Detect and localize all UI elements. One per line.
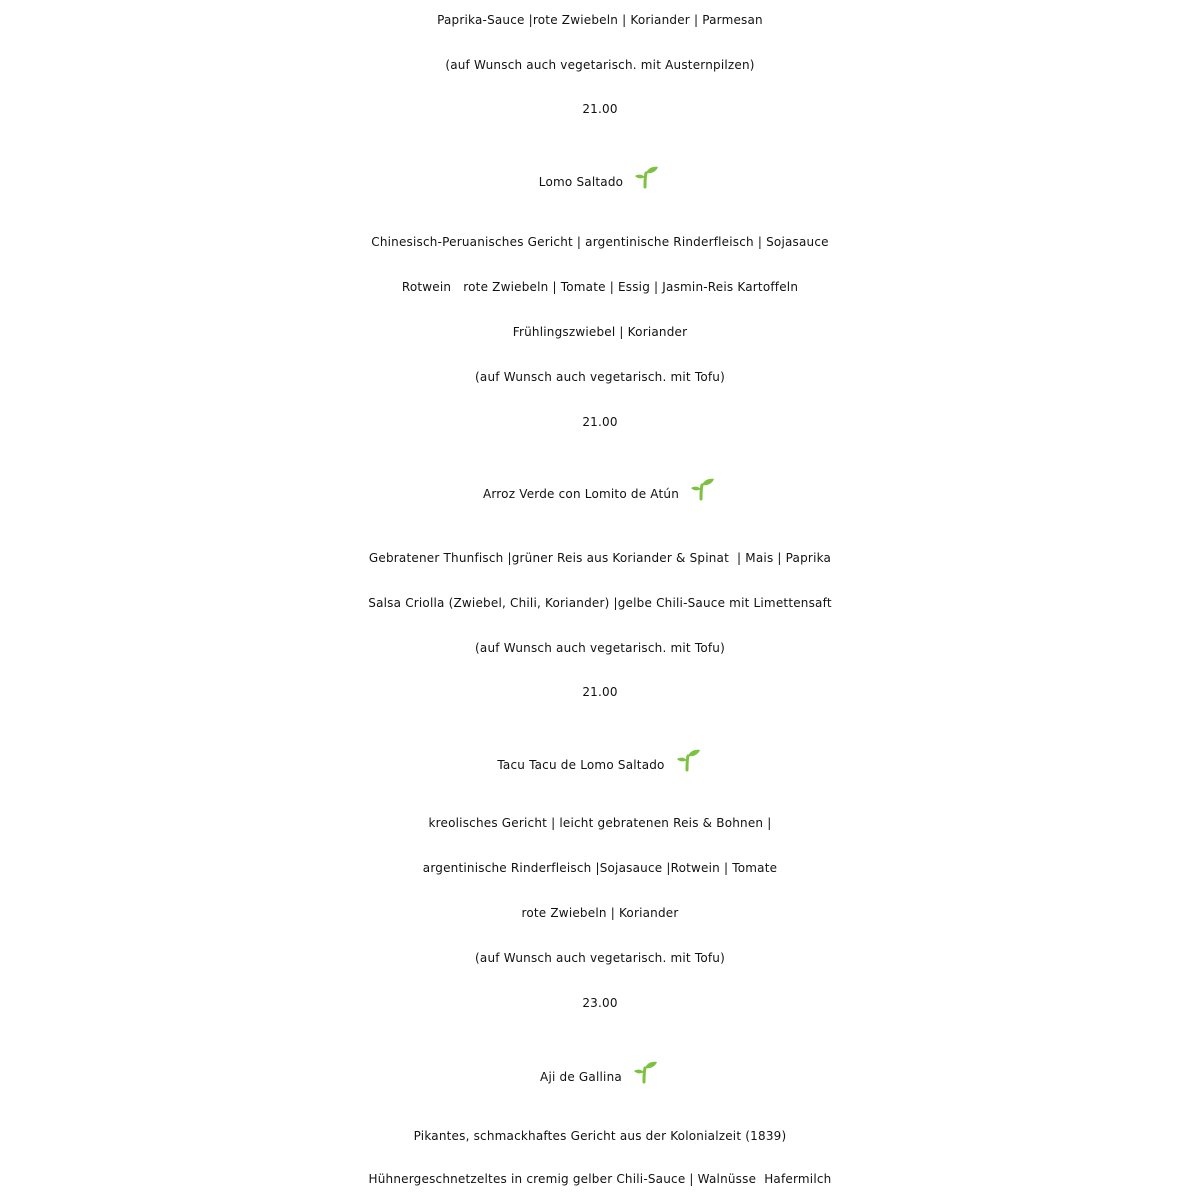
menu-item-description-line: kreolisches Gericht | leicht gebratenen Reis & Bohnen | [428,816,772,830]
menu-item-description-line: argentinische Rinderfleisch |Sojasauce |Rotwein | Tomate [422,861,778,875]
menu-item-note: (auf Wunsch auch vegetarisch. mit Tofu) [475,641,725,655]
menu-item-name: Tacu Tacu de Lomo Saltado [497,758,665,772]
menu-item-name: Lomo Saltado [538,175,624,189]
sprout-icon [673,744,703,774]
menu-item-description-line: rote Zwiebeln | Koriander [521,906,679,920]
sprout-icon [687,473,717,503]
sprout-icon [630,1056,660,1086]
menu-item-title [0,1053,1200,1101]
menu-item-description-line: Frühlingszwiebel | Koriander [512,325,688,339]
menu-item-note: (auf Wunsch auch vegetarisch. mit Tofu) [475,951,725,965]
menu-item-title [0,470,1200,518]
menu-item-note: (auf Wunsch auch vegetarisch. mit Tofu) [475,370,725,384]
menu-item-price: 21.00 [582,415,618,429]
menu-item-description-line: Rotwein rote Zwiebeln | Tomate | Essig | Jasmin-Reis Kartoffeln [401,280,799,294]
menu-item-price: 21.00 [582,685,618,699]
menu-item-price: 23.00 [582,996,618,1010]
menu-item-description-line: Gebratener Thunfisch |grüner Reis aus Koriander & Spinat | Mais | Paprika [368,551,832,565]
menu-item-name: Aji de Gallina [540,1070,622,1084]
menu-item-title [0,741,1200,789]
menu-item-name: Arroz Verde con Lomito de Atún [482,487,680,501]
menu-item-title [0,158,1200,206]
menu-item-note: (auf Wunsch auch vegetarisch. mit Austernpilzen) [445,58,755,72]
menu-item-description-line: Paprika-Sauce |rote Zwiebeln | Koriander | Parmesan [437,13,763,27]
menu-item-description-line: Chinesisch-Peruanisches Gericht | argentinische Rinderfleisch | Sojasauce [371,235,829,249]
menu-item-description-line: Salsa Criolla (Zwiebel, Chili, Koriander) |gelbe Chili-Sauce mit Limettensaft [368,596,832,610]
menu-item-price: 21.00 [582,102,618,116]
menu-item-description-line: Hühnergeschnetzeltes in cremig gelber Chili-Sauce | Walnüsse Hafermilch [368,1172,832,1186]
menu-item-description-line: Pikantes, schmackhaftes Gericht aus der Kolonialzeit (1839) [413,1129,787,1143]
sprout-icon [631,161,661,191]
